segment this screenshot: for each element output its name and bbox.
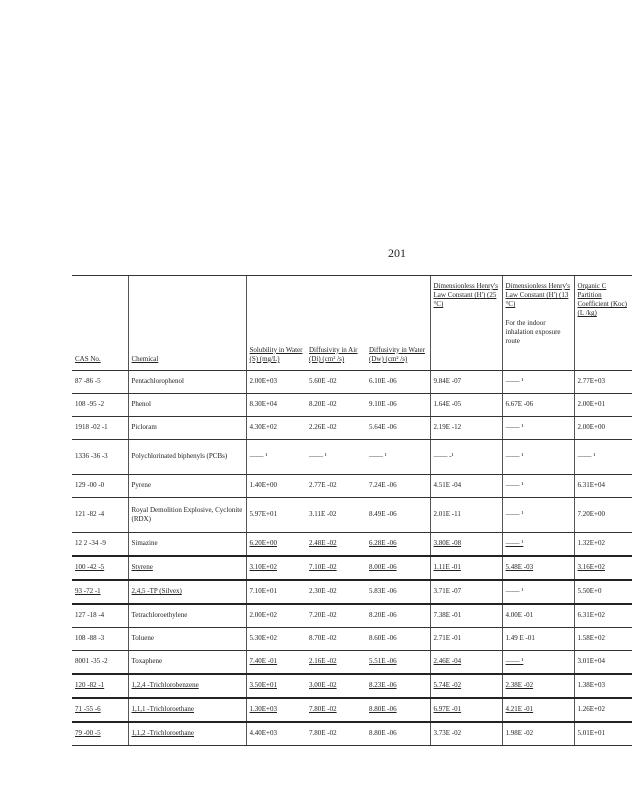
cell-s: 7.40E -01 <box>246 651 306 675</box>
cell-koc: —— ¹ <box>574 440 632 475</box>
cell-cas: 100 -42 -5 <box>72 556 128 580</box>
table-row <box>72 604 632 628</box>
cell-cas: 8001 -35 -2 <box>72 651 128 675</box>
cell-koc: 1.38E+03 <box>574 674 632 698</box>
cell-dw: 8.80E -06 <box>366 722 430 746</box>
header-diffusivity-water: Diffusivity in Water (Dw) (cm² /s) <box>366 276 430 371</box>
cell-h13: —— ¹ <box>502 651 574 675</box>
cell-dw: 8.80E -06 <box>366 698 430 722</box>
cell-h25: 1.11E -01 <box>430 556 502 580</box>
cell-cas: 71 -55 -6 <box>72 698 128 722</box>
cell-h13: 2.38E -02 <box>502 674 574 698</box>
table-row <box>72 556 632 580</box>
cell-cas: 121 -82 -4 <box>72 498 128 533</box>
cell-da: 7.20E -02 <box>306 604 366 628</box>
cell-koc: 1.26E+02 <box>574 698 632 722</box>
cell-h25: —— -¹ <box>430 440 502 475</box>
cell-dw: 9.10E -06 <box>366 394 430 417</box>
cell-da: 5.60E -02 <box>306 371 366 394</box>
cell-s: 1.40E+00 <box>246 475 306 498</box>
cell-da: 8.70E -02 <box>306 628 366 651</box>
cell-da: 2.30E -02 <box>306 580 366 604</box>
cell-chemical: 1,1,1 -Trichloroethane <box>128 698 246 722</box>
header-koc: Organic C Partition Coefficient (Koc) (L /kg) <box>574 276 632 371</box>
cell-chemical: 1,1,2 -Trichloroethane <box>128 722 246 746</box>
cell-h25: 5.74E -02 <box>430 674 502 698</box>
cell-dw: 6.28E -06 <box>366 533 430 557</box>
cell-da: 7.80E -02 <box>306 698 366 722</box>
cell-h25: 9.84E -07 <box>430 371 502 394</box>
cell-dw: 6.10E -06 <box>366 371 430 394</box>
chemical-properties-table <box>72 275 632 746</box>
cell-chemical: Royal Demolition Explosive, Cyclonite (RDX) <box>128 498 246 533</box>
cell-h25: 3.80E -08 <box>430 533 502 557</box>
table-row <box>72 417 632 440</box>
cell-h13: 1.49 E -01 <box>502 628 574 651</box>
page-number: 201 <box>388 246 406 260</box>
cell-cas: 87 -86 -5 <box>72 371 128 394</box>
cell-dw: 8.00E -06 <box>366 556 430 580</box>
table-row <box>72 674 632 698</box>
cell-s: 2.00E+03 <box>246 371 306 394</box>
cell-chemical: Toluene <box>128 628 246 651</box>
cell-s: 3.10E+02 <box>246 556 306 580</box>
header-diffusivity-air: Diffusivity in Air (Di) (cm² /s) <box>306 276 366 371</box>
cell-dw: 8.20E -06 <box>366 604 430 628</box>
cell-chemical: Toxaphene <box>128 651 246 675</box>
table-row <box>72 651 632 675</box>
cell-koc: 3.16E+02 <box>574 556 632 580</box>
header-henry-13-note: For the indoor inhalation exposure route <box>505 319 561 346</box>
cell-cas: 12 2 -34 -9 <box>72 533 128 557</box>
cell-dw: 8.23E -06 <box>366 674 430 698</box>
cell-s: 5.30E+02 <box>246 628 306 651</box>
cell-dw: 5.64E -06 <box>366 417 430 440</box>
cell-da: 2.26E -02 <box>306 417 366 440</box>
cell-da: 8.20E -02 <box>306 394 366 417</box>
cell-h25: 7.38E -01 <box>430 604 502 628</box>
cell-koc: 2.00E+00 <box>574 417 632 440</box>
table-row <box>72 722 632 746</box>
cell-chemical: Simazine <box>128 533 246 557</box>
cell-h13: —— ¹ <box>502 580 574 604</box>
cell-h13: —— ¹ <box>502 371 574 394</box>
cell-h13: 4.00E -01 <box>502 604 574 628</box>
cell-s: 4.30E+02 <box>246 417 306 440</box>
cell-s: 8.30E+04 <box>246 394 306 417</box>
cell-da: 3.00E -02 <box>306 674 366 698</box>
cell-h25: 2.46E -04 <box>430 651 502 675</box>
cell-koc: 1.32E+02 <box>574 533 632 557</box>
cell-h25: 2.71E -01 <box>430 628 502 651</box>
cell-chemical: Pentachlorophenol <box>128 371 246 394</box>
cell-h13: —— ¹ <box>502 440 574 475</box>
cell-chemical: 1,2,4 -Trichlorobenzene <box>128 674 246 698</box>
cell-h13: —— ¹ <box>502 417 574 440</box>
cell-dw: 5.83E -06 <box>366 580 430 604</box>
cell-koc: 5.01E+01 <box>574 722 632 746</box>
cell-h13: —— ¹ <box>502 533 574 557</box>
cell-h13: 6.67E -06 <box>502 394 574 417</box>
cell-chemical: Phenol <box>128 394 246 417</box>
table-row <box>72 580 632 604</box>
header-solubility: Solubility in Water (S) (mg/L) <box>246 276 306 371</box>
cell-chemical: Picloram <box>128 417 246 440</box>
table-row <box>72 394 632 417</box>
cell-koc: 2.00E+01 <box>574 394 632 417</box>
cell-cas: 79 -00 -5 <box>72 722 128 746</box>
cell-da: 2.48E -02 <box>306 533 366 557</box>
header-row <box>72 276 632 371</box>
header-henry-25: Dimensionless Henry's Law Constant (H') (25 °C) <box>430 276 502 371</box>
cell-chemical: Styrene <box>128 556 246 580</box>
cell-dw: —— ¹ <box>366 440 430 475</box>
table-row <box>72 628 632 651</box>
cell-koc: 6.31E+04 <box>574 475 632 498</box>
cell-chemical: Tetrachloroethylene <box>128 604 246 628</box>
cell-da: 2.77E -02 <box>306 475 366 498</box>
cell-cas: 1336 -36 -3 <box>72 440 128 475</box>
cell-cas: 129 -00 -0 <box>72 475 128 498</box>
cell-h25: 4.51E -04 <box>430 475 502 498</box>
table-row <box>72 498 632 533</box>
cell-s: 3.50E+01 <box>246 674 306 698</box>
cell-s: 4.40E+03 <box>246 722 306 746</box>
cell-h25: 1.64E -05 <box>430 394 502 417</box>
header-henry-13: Dimensionless Henry's Law Constant (H') (13 °C) For the indoor inhalation exposure route <box>502 276 574 371</box>
cell-h25: 3.71E -07 <box>430 580 502 604</box>
cell-h25: 2.01E -11 <box>430 498 502 533</box>
cell-da: 7.10E -02 <box>306 556 366 580</box>
table-row <box>72 371 632 394</box>
cell-chemical: Pyrene <box>128 475 246 498</box>
cell-dw: 5.51E -06 <box>366 651 430 675</box>
cell-cas: 93 -72 -1 <box>72 580 128 604</box>
cell-cas: 120 -82 -1 <box>72 674 128 698</box>
table-row <box>72 533 632 557</box>
cell-koc: 3.01E+04 <box>574 651 632 675</box>
cell-chemical: Polychlorinated biphenyls (PCBs) <box>128 440 246 475</box>
cell-h25: 3.73E -02 <box>430 722 502 746</box>
cell-cas: 108 -88 -3 <box>72 628 128 651</box>
cell-h25: 6.97E -01 <box>430 698 502 722</box>
cell-koc: 2.77E+03 <box>574 371 632 394</box>
cell-koc: 5.50E+0 <box>574 580 632 604</box>
cell-s: —— ¹ <box>246 440 306 475</box>
cell-cas: 127 -18 -4 <box>72 604 128 628</box>
cell-s: 7.10E+01 <box>246 580 306 604</box>
table-row <box>72 475 632 498</box>
cell-h13: 4.21E -01 <box>502 698 574 722</box>
cell-h13: 1.98E -02 <box>502 722 574 746</box>
cell-s: 6.20E+00 <box>246 533 306 557</box>
cell-s: 1.30E+03 <box>246 698 306 722</box>
cell-da: 7.80E -02 <box>306 722 366 746</box>
cell-da: —— ¹ <box>306 440 366 475</box>
cell-dw: 8.60E -06 <box>366 628 430 651</box>
cell-koc: 1.58E+02 <box>574 628 632 651</box>
cell-h13: —— ¹ <box>502 475 574 498</box>
cell-s: 2.00E+02 <box>246 604 306 628</box>
cell-da: 2.16E -02 <box>306 651 366 675</box>
header-chemical: Chemical <box>128 276 246 371</box>
cell-s: 5.97E+01 <box>246 498 306 533</box>
cell-cas: 108 -95 -2 <box>72 394 128 417</box>
cell-cas: 1918 -02 -1 <box>72 417 128 440</box>
cell-h25: 2.19E -12 <box>430 417 502 440</box>
table-row <box>72 440 632 475</box>
cell-h13: 5.48E -03 <box>502 556 574 580</box>
cell-da: 3.11E -02 <box>306 498 366 533</box>
cell-dw: 7.24E -06 <box>366 475 430 498</box>
cell-dw: 8.49E -06 <box>366 498 430 533</box>
table-row <box>72 698 632 722</box>
header-cas: CAS No. <box>72 276 128 371</box>
cell-h13: —— ¹ <box>502 498 574 533</box>
cell-koc: 7.20E+00 <box>574 498 632 533</box>
cell-chemical: 2,4,5 -TP (Silvex) <box>128 580 246 604</box>
cell-koc: 6.31E+02 <box>574 604 632 628</box>
